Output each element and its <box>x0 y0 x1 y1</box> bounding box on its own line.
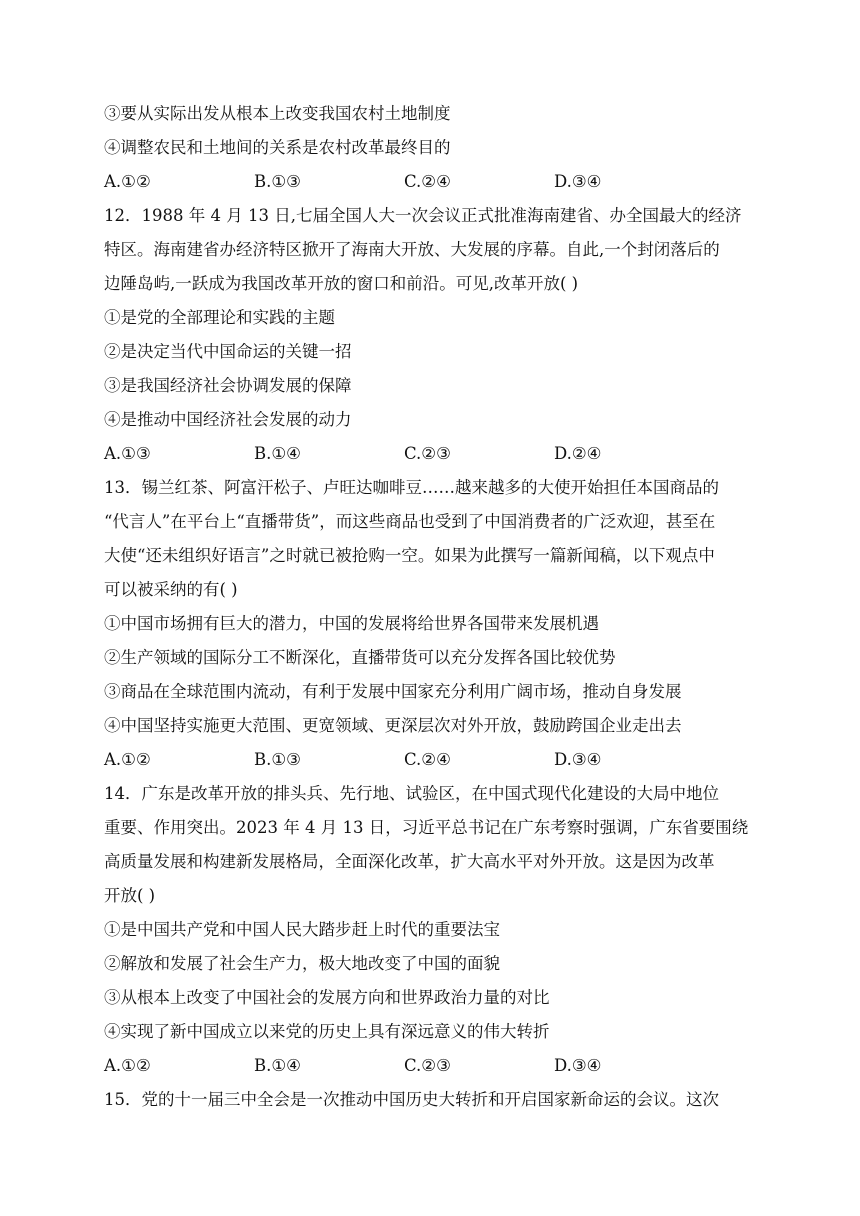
q12-item-1: ①是党的全部理论和实践的主题 <box>104 308 335 327</box>
q13-option-c: C.②④ <box>404 750 451 769</box>
q11-item-4: ④调整农民和土地间的关系是农村改革最终目的 <box>104 138 451 157</box>
q14-item-3: ③从根本上改变了中国社会的发展方向和世界政治力量的对比 <box>104 988 550 1007</box>
q14-option-d: D.③④ <box>554 1056 602 1075</box>
q14-item-4: ④实现了新中国成立以来党的历史上具有深远意义的伟大转折 <box>104 1022 550 1041</box>
q12-options <box>104 442 764 466</box>
q12-item-4: ④是推动中国经济社会发展的动力 <box>104 410 352 429</box>
q13-option-b: B.①③ <box>254 750 301 769</box>
q13-option-a: A.①② <box>104 750 151 769</box>
q12-stem-line: 边陲岛屿,一跃成为我国改革开放的窗口和前沿。可见,改革开放( ) <box>104 274 579 293</box>
q13-item-2: ②生产领域的国际分工不断深化，直播带货可以充分发挥各国比较优势 <box>104 648 616 667</box>
q12-item-2: ②是决定当代中国命运的关键一招 <box>104 342 352 361</box>
q13-stem-line: 可以被采纳的有( ) <box>104 580 238 599</box>
q12-stem-line: 12．1988 年 4 月 13 日,七届全国人大一次会议正式批准海南建省、办全国最大的经济 <box>104 206 742 225</box>
q13-item-1: ①中国市场拥有巨大的潜力，中国的发展将给世界各国带来发展机遇 <box>104 614 599 633</box>
q13-stem-line: “代言人”在平台上“直播带货”，而这些商品也受到了中国消费者的广泛欢迎，甚至在 <box>104 512 716 531</box>
q12-option-c: C.②③ <box>404 444 451 463</box>
q14-options <box>104 1054 764 1078</box>
q13-stem-line: 大使“还未组织好语言”之时就已被抢购一空。如果为此撰写一篇新闻稿，以下观点中 <box>104 546 715 565</box>
q12-option-a: A.①③ <box>104 444 151 463</box>
q11-option-a: A.①② <box>104 172 151 191</box>
q13-item-3: ③商品在全球范围内流动，有利于发展中国家充分利用广阔市场，推动自身发展 <box>104 682 682 701</box>
q11-option-d: D.③④ <box>554 172 602 191</box>
q14-item-2: ②解放和发展了社会生产力，极大地改变了中国的面貌 <box>104 954 500 973</box>
q12-item-3: ③是我国经济社会协调发展的保障 <box>104 376 352 395</box>
q14-stem-line: 重要、作用突出。2023 年 4 月 13 日，习近平总书记在广东考察时强调，广东省要围绕 <box>104 818 749 837</box>
q14-option-c: C.②③ <box>404 1056 451 1075</box>
q13-stem-line: 13．锡兰红茶、阿富汗松子、卢旺达咖啡豆……越来越多的大使开始担任本国商品的 <box>104 478 719 497</box>
q11-options <box>104 170 764 194</box>
q11-option-b: B.①③ <box>254 172 301 191</box>
q12-option-d: D.②④ <box>554 444 602 463</box>
q15-stem-line: 15．党的十一届三中全会是一次推动中国历史大转折和开启国家新命运的会议。这次 <box>104 1090 719 1109</box>
q14-stem-line: 开放( ) <box>104 886 156 905</box>
q12-option-b: B.①④ <box>254 444 301 463</box>
q14-item-1: ①是中国共产党和中国人民大踏步赶上时代的重要法宝 <box>104 920 500 939</box>
q14-option-b: B.①④ <box>254 1056 301 1075</box>
q14-stem-line: 14．广东是改革开放的排头兵、先行地、试验区，在中国式现代化建设的大局中地位 <box>104 784 719 803</box>
q13-option-d: D.③④ <box>554 750 602 769</box>
q13-item-4: ④中国坚持实施更大范围、更宽领域、更深层次对外开放，鼓励跨国企业走出去 <box>104 716 682 735</box>
q11-option-c: C.②④ <box>404 172 451 191</box>
q11-item-3: ③要从实际出发从根本上改变我国农村土地制度 <box>104 104 451 123</box>
q12-stem-line: 特区。海南建省办经济特区掀开了海南大开放、大发展的序幕。自此,一个封闭落后的 <box>104 240 720 259</box>
q13-options <box>104 748 764 772</box>
q14-option-a: A.①② <box>104 1056 151 1075</box>
q14-stem-line: 高质量发展和构建新发展格局，全面深化改革，扩大高水平对外开放。这是因为改革 <box>104 852 715 871</box>
